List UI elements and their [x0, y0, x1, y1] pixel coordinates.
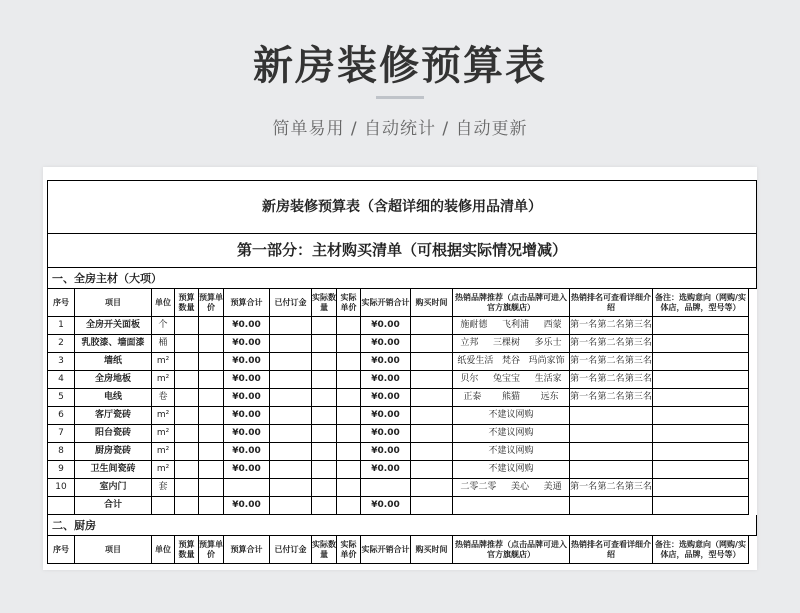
unit: m² [152, 353, 175, 371]
item-name: 客厅瓷砖 [75, 407, 152, 425]
row-number: 10 [48, 479, 75, 497]
note-input [653, 335, 749, 353]
rank-link[interactable]: 第三名 [624, 482, 652, 492]
rank-link[interactable]: 第二名 [597, 338, 625, 348]
header-col-brand-recommend: 热销品牌推荐（点击品牌可进入官方旗舰店） [453, 536, 570, 564]
actual-total: ¥0.00 [361, 461, 411, 479]
purchase-time-input [411, 461, 453, 479]
note-input [653, 479, 749, 497]
rank-link[interactable]: 第三名 [624, 356, 652, 366]
rank-link[interactable]: 第二名 [597, 356, 625, 366]
actual-qty-input [312, 479, 337, 497]
rank-link[interactable]: 第二名 [597, 320, 625, 330]
header-col-unit: 单位 [152, 536, 175, 564]
sum-row [48, 497, 757, 515]
budget-table [47, 180, 757, 564]
header-col-budget-qty: 预算数量 [175, 536, 199, 564]
rank-link[interactable]: 第三名 [624, 338, 652, 348]
budget-price-input [199, 389, 224, 407]
rank-link[interactable]: 第二名 [597, 392, 625, 402]
unit: 桶 [152, 335, 175, 353]
sum-budget-total: ¥0.00 [224, 497, 270, 515]
rank-link[interactable]: 第一名 [570, 338, 598, 348]
unit: m² [152, 425, 175, 443]
header-col-hot-rank: 热销排名可查看详细介绍 [570, 536, 653, 564]
row-number: 9 [48, 461, 75, 479]
item-name: 全房地板 [75, 371, 152, 389]
budget-total: ¥0.00 [224, 389, 270, 407]
table-row [48, 425, 757, 443]
unit: 卷 [152, 389, 175, 407]
rank-link[interactable]: 第三名 [624, 374, 652, 384]
purchase-time-input [411, 389, 453, 407]
page-title: 新房装修预算表 [253, 43, 547, 89]
note-input [653, 425, 749, 443]
purchase-time-input [411, 353, 453, 371]
actual-qty-input [312, 389, 337, 407]
hot-rank [570, 443, 653, 461]
title-divider [376, 96, 424, 99]
item-name: 阳台瓷砖 [75, 425, 152, 443]
actual-total: ¥0.00 [361, 353, 411, 371]
header-col-actual-price: 实际单价 [337, 536, 361, 564]
hot-rank [570, 461, 653, 479]
header-col-item: 项目 [75, 289, 152, 317]
header-col-budget-qty: 预算数量 [175, 289, 199, 317]
hot-rank [570, 317, 653, 335]
unit: m² [152, 443, 175, 461]
actual-qty-input [312, 353, 337, 371]
actual-price-input [337, 389, 361, 407]
budget-price-input [199, 425, 224, 443]
header-col-deposit: 已付订金 [270, 289, 312, 317]
brand-recommend [453, 425, 570, 443]
brand-recommend [453, 407, 570, 425]
brand-link[interactable]: 立邦 [460, 338, 479, 348]
header-col-item: 项目 [75, 536, 152, 564]
row-number: 3 [48, 353, 75, 371]
budget-price-input [199, 461, 224, 479]
empty-cell [199, 497, 224, 515]
actual-total: ¥0.00 [361, 443, 411, 461]
empty-cell [411, 497, 453, 515]
header-col-budget-total: 预算合计 [224, 289, 270, 317]
rank-link[interactable]: 第一名 [570, 356, 598, 366]
header-col-note: 备注：选购意向（网购/实体店，品牌，型号等） [653, 289, 749, 317]
rank-link[interactable]: 第一名 [570, 392, 598, 402]
row-number: 4 [48, 371, 75, 389]
deposit-input [270, 389, 312, 407]
part-title: 第一部分：主材购买清单（可根据实际情况增减） [48, 234, 757, 268]
brand-link[interactable]: 多乐士 [534, 338, 562, 348]
actual-total: ¥0.00 [361, 425, 411, 443]
header-col-actual-qty: 实际数量 [312, 289, 337, 317]
note-input [653, 353, 749, 371]
brand-link[interactable]: 美心 [510, 482, 529, 492]
deposit-input [270, 335, 312, 353]
row-number: 5 [48, 389, 75, 407]
actual-qty-input [312, 461, 337, 479]
budget-qty-input [175, 479, 199, 497]
budget-total: ¥0.00 [224, 335, 270, 353]
unit: m² [152, 461, 175, 479]
actual-total: ¥0.00 [361, 335, 411, 353]
budget-price-input [199, 443, 224, 461]
actual-total: ¥0.00 [361, 389, 411, 407]
brand-recommend [453, 389, 570, 407]
row-number: 7 [48, 425, 75, 443]
rank-link[interactable]: 第三名 [624, 320, 652, 330]
header-col-purchase-time: 购买时间 [411, 536, 453, 564]
item-name: 墙纸 [75, 353, 152, 371]
row-number: 8 [48, 443, 75, 461]
table-row [48, 389, 757, 407]
brand-link[interactable]: 生活家 [534, 374, 562, 384]
actual-price-input [337, 425, 361, 443]
brand-recommend [453, 371, 570, 389]
actual-qty-input [312, 407, 337, 425]
header-col-budget-price: 预算单价 [199, 536, 224, 564]
header-col-no: 序号 [48, 289, 75, 317]
item-name: 全房开关面板 [75, 317, 152, 335]
deposit-input [270, 443, 312, 461]
actual-price-input [337, 407, 361, 425]
budget-total: ¥0.00 [224, 407, 270, 425]
budget-price-input [199, 479, 224, 497]
spreadsheet-preview [43, 167, 757, 570]
section-title: 二、厨房 [48, 515, 757, 536]
purchase-time-input [411, 425, 453, 443]
item-name: 乳胶漆、墙面漆 [75, 335, 152, 353]
brand-link[interactable]: 玛尚家饰 [528, 356, 565, 366]
brand-link[interactable]: 三棵树 [492, 338, 520, 348]
actual-price-input [337, 335, 361, 353]
row-number: 1 [48, 317, 75, 335]
budget-price-input [199, 371, 224, 389]
brand-link[interactable]: 西蒙 [543, 320, 562, 330]
item-name: 电线 [75, 389, 152, 407]
budget-qty-input [175, 407, 199, 425]
purchase-time-input [411, 317, 453, 335]
brand-link[interactable]: 不建议网购 [488, 410, 534, 420]
header-col-budget-total: 预算合计 [224, 536, 270, 564]
brand-link[interactable]: 不建议网购 [488, 464, 534, 474]
actual-price-input [337, 371, 361, 389]
budget-total: ¥0.00 [224, 317, 270, 335]
hot-rank [570, 335, 653, 353]
budget-qty-input [175, 389, 199, 407]
actual-qty-input [312, 317, 337, 335]
brand-link[interactable]: 贝尔 [460, 374, 479, 384]
unit: 套 [152, 479, 175, 497]
header-col-budget-price: 预算单价 [199, 289, 224, 317]
empty-cell [152, 497, 175, 515]
table-row [48, 443, 757, 461]
row-number: 6 [48, 407, 75, 425]
rank-link[interactable]: 第二名 [597, 482, 625, 492]
purchase-time-input [411, 335, 453, 353]
empty-cell [337, 497, 361, 515]
rank-link[interactable]: 第一名 [570, 320, 598, 330]
actual-price-input [337, 479, 361, 497]
note-input [653, 407, 749, 425]
deposit-input [270, 461, 312, 479]
header-col-deposit: 已付订金 [270, 536, 312, 564]
brand-recommend [453, 335, 570, 353]
budget-price-input [199, 335, 224, 353]
budget-total: ¥0.00 [224, 371, 270, 389]
table-body [48, 317, 757, 515]
budget-total [224, 479, 270, 497]
brand-recommend [453, 317, 570, 335]
brand-link[interactable]: 梵谷 [501, 356, 520, 366]
budget-qty-input [175, 353, 199, 371]
hot-rank [570, 353, 653, 371]
budget-total: ¥0.00 [224, 353, 270, 371]
budget-qty-input [175, 461, 199, 479]
header-col-note: 备注：选购意向（网购/实体店，品牌，型号等） [653, 536, 749, 564]
empty-cell [175, 497, 199, 515]
brand-link[interactable]: 美通 [543, 482, 562, 492]
header-col-actual-qty: 实际数量 [312, 536, 337, 564]
budget-qty-input [175, 371, 199, 389]
header-row [48, 536, 757, 564]
empty-cell [312, 497, 337, 515]
row-number: 2 [48, 335, 75, 353]
hot-rank [570, 389, 653, 407]
brand-link[interactable]: 纸爱生活 [457, 356, 494, 366]
purchase-time-input [411, 371, 453, 389]
purchase-time-input [411, 407, 453, 425]
actual-total: ¥0.00 [361, 317, 411, 335]
actual-price-input [337, 317, 361, 335]
budget-qty-input [175, 443, 199, 461]
header-col-purchase-time: 购买时间 [411, 289, 453, 317]
header-col-actual-price: 实际单价 [337, 289, 361, 317]
empty-cell [653, 497, 749, 515]
table-row [48, 461, 757, 479]
table-row [48, 335, 757, 353]
budget-price-input [199, 353, 224, 371]
budget-qty-input [175, 335, 199, 353]
actual-price-input [337, 461, 361, 479]
empty-cell [570, 497, 653, 515]
unit: m² [152, 371, 175, 389]
header-col-actual-total: 实际开销合计 [361, 289, 411, 317]
item-name: 卫生间瓷砖 [75, 461, 152, 479]
sum-label: 合计 [75, 497, 152, 515]
budget-price-input [199, 317, 224, 335]
unit: m² [152, 407, 175, 425]
header-col-unit: 单位 [152, 289, 175, 317]
brand-link[interactable]: 施耐德 [460, 320, 488, 330]
document-title: 新房装修预算表（含超详细的装修用品清单） [48, 181, 757, 234]
empty-cell [270, 497, 312, 515]
budget-price-input [199, 407, 224, 425]
rank-link[interactable]: 第一名 [570, 374, 598, 384]
brand-link[interactable]: 飞利浦 [501, 320, 529, 330]
purchase-time-input [411, 443, 453, 461]
brand-link[interactable]: 熊猫 [501, 392, 520, 402]
deposit-input [270, 353, 312, 371]
brand-link[interactable]: 远东 [540, 392, 559, 402]
purchase-time-input [411, 479, 453, 497]
section-title: 一、全房主材（大项） [48, 268, 757, 289]
item-name: 室内门 [75, 479, 152, 497]
table-row [48, 371, 757, 389]
deposit-input [270, 479, 312, 497]
budget-total: ¥0.00 [224, 461, 270, 479]
note-input [653, 371, 749, 389]
hot-rank [570, 371, 653, 389]
brand-recommend [453, 443, 570, 461]
note-input [653, 443, 749, 461]
header-col-hot-rank: 热销排名可查看详细介绍 [570, 289, 653, 317]
hot-rank [570, 479, 653, 497]
header-col-brand-recommend: 热销品牌推荐（点击品牌可进入官方旗舰店） [453, 289, 570, 317]
brand-recommend [453, 461, 570, 479]
header-col-actual-total: 实际开销合计 [361, 536, 411, 564]
brand-link[interactable]: 二零二零 [460, 482, 497, 492]
deposit-input [270, 407, 312, 425]
budget-total: ¥0.00 [224, 425, 270, 443]
brand-link[interactable]: 不建议网购 [488, 446, 534, 456]
rank-link[interactable]: 第三名 [624, 392, 652, 402]
brand-link[interactable]: 不建议网购 [488, 428, 534, 438]
actual-qty-input [312, 335, 337, 353]
brand-recommend [453, 479, 570, 497]
item-name: 厨房瓷砖 [75, 443, 152, 461]
actual-total [361, 479, 411, 497]
table-row [48, 479, 757, 497]
unit: 个 [152, 317, 175, 335]
page-subtitle: 简单易用 / 自动统计 / 自动更新 [272, 119, 528, 139]
actual-price-input [337, 443, 361, 461]
budget-qty-input [175, 317, 199, 335]
rank-link[interactable]: 第二名 [597, 374, 625, 384]
header-row [48, 289, 757, 317]
sum-actual-total: ¥0.00 [361, 497, 411, 515]
hot-rank [570, 425, 653, 443]
brand-link[interactable]: 正泰 [463, 392, 482, 402]
brand-recommend [453, 353, 570, 371]
rank-link[interactable]: 第一名 [570, 482, 598, 492]
note-input [653, 461, 749, 479]
note-input [653, 389, 749, 407]
actual-qty-input [312, 425, 337, 443]
deposit-input [270, 425, 312, 443]
note-input [653, 317, 749, 335]
actual-qty-input [312, 443, 337, 461]
table-row [48, 407, 757, 425]
actual-total: ¥0.00 [361, 371, 411, 389]
budget-qty-input [175, 425, 199, 443]
actual-price-input [337, 353, 361, 371]
empty-cell [453, 497, 570, 515]
header-col-no: 序号 [48, 536, 75, 564]
table-row [48, 317, 757, 335]
table-row [48, 353, 757, 371]
deposit-input [270, 317, 312, 335]
budget-total: ¥0.00 [224, 443, 270, 461]
actual-qty-input [312, 371, 337, 389]
hot-rank [570, 407, 653, 425]
actual-total: ¥0.00 [361, 407, 411, 425]
sum-number [48, 497, 75, 515]
brand-link[interactable]: 兔宝宝 [492, 374, 520, 384]
deposit-input [270, 371, 312, 389]
